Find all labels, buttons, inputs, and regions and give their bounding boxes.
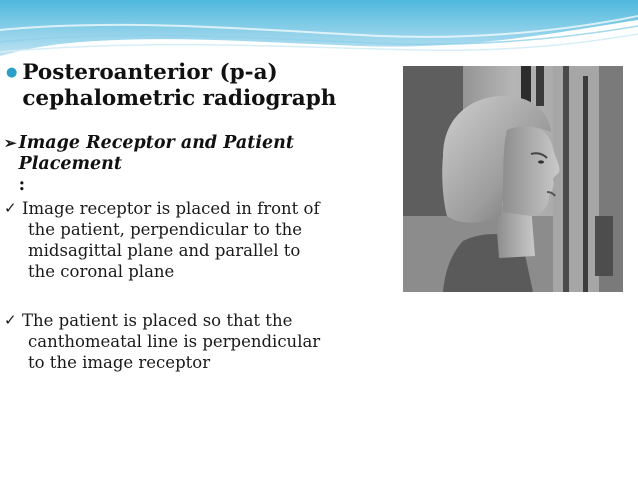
point-1-line-1: Image receptor is placed in front of (22, 199, 320, 218)
section-heading-line-2: Placement (18, 154, 122, 174)
slide-title (4, 60, 396, 112)
arrow-bullet-icon: ➢ (4, 134, 17, 152)
filled-circle-bullet-icon: ● (6, 65, 18, 80)
slide-content (4, 60, 396, 373)
section-heading-colon: : (18, 175, 26, 195)
check-mark-icon: ✓ (4, 199, 17, 217)
point-2-line-3: to the image receptor (28, 353, 211, 372)
point-2-line-2: canthomeatal line is perpendicular (28, 332, 321, 351)
section-heading (4, 133, 396, 196)
title-line-2: cephalometric radiograph (22, 86, 337, 111)
header-wave-decoration (0, 0, 638, 62)
bullet-point (4, 310, 396, 373)
point-2-line-1: The patient is placed so that the (22, 311, 293, 330)
bullet-point (4, 198, 396, 282)
title-line-1: Posteroanterior (p-a) (22, 60, 278, 85)
point-1-line-4: the coronal plane (28, 262, 175, 281)
check-mark-icon: ✓ (4, 311, 17, 329)
point-1-line-3: midsagittal plane and parallel to (28, 241, 301, 260)
patient-photo (403, 66, 623, 292)
point-1-line-2: the patient, perpendicular to the (28, 220, 303, 239)
section-heading-line-1: Image Receptor and Patient (18, 133, 294, 153)
